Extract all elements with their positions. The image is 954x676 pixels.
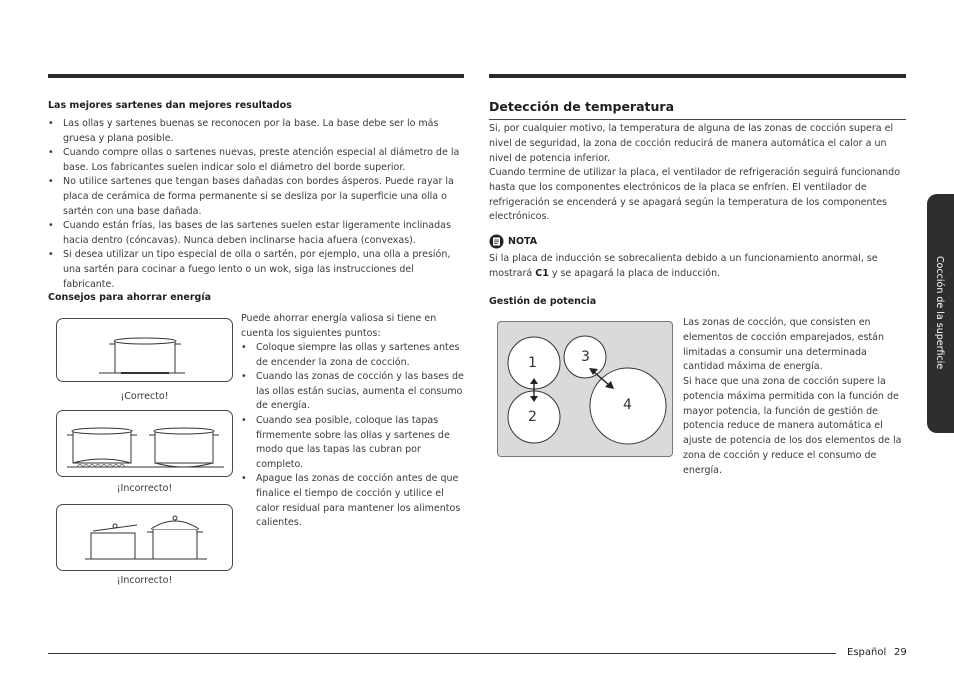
right-top-rule bbox=[489, 74, 906, 78]
caption-correct: ¡Correcto! bbox=[120, 391, 169, 402]
zone-2-label: 2 bbox=[528, 409, 537, 425]
temp-para-2: Cuando termine de utilizar la placa, el ventilador de refrigeración seguirá funcionando hasta que los componentes electrónicos de la placa se enfríen. El ventilador de refrigeración se encenderá y se apagará según la temperatura de los componentes electrónicos. bbox=[489, 167, 901, 223]
list-item: • Cuando sea posible, coloque las tapas firmemente sobre las ollas y sartenes de modo que las tapas las cubran por completo. bbox=[241, 414, 464, 472]
energy-intro: Puede ahorrar energía valiosa si tiene en cuenta los siguientes puntos: bbox=[241, 313, 437, 339]
list-item: • Cuando las zonas de cocción y las bases de las ollas están sucias, aumenta el consumo de energía. bbox=[241, 370, 464, 414]
caption-incorrect-1: ¡Incorrecto! bbox=[116, 483, 173, 494]
left-top-rule bbox=[48, 74, 464, 78]
list-item: • Coloque siempre las ollas y sartenes antes de encender la zona de cocción. bbox=[241, 341, 464, 370]
list-item: • Si desea utilizar un tipo especial de olla o sartén, por ejemplo, una olla a presión, una sartén para cocinar a fuego lento o un wok, siga las instrucciones del fabricante. bbox=[48, 248, 464, 292]
illustration-correct bbox=[56, 318, 233, 382]
list-item: • Cuando están frías, las bases de las sartenes suelen estar ligeramente inclinadas hacia dentro (cóncavas). Nunca deben inclinarse hacia afuera (convexas). bbox=[48, 219, 464, 248]
list-item: • Las ollas y sartenes buenas se reconocen por la base. La base debe ser lo más gruesa y plana posible. bbox=[48, 117, 464, 146]
zone-1-label: 1 bbox=[528, 355, 537, 371]
energy-bullet-list bbox=[241, 341, 464, 531]
pot-on-hob-icon bbox=[57, 319, 233, 382]
note-header bbox=[489, 234, 537, 249]
footer-language: Español bbox=[847, 647, 887, 658]
illustration-incorrect-bases bbox=[56, 410, 233, 477]
caption-incorrect-2: ¡Incorrecto! bbox=[116, 575, 173, 586]
note-text-before: Si la placa de inducción se sobrecalienta debido a un funcionamiento anormal, se mostrará bbox=[489, 253, 878, 279]
cooktop-zones-diagram bbox=[497, 321, 673, 457]
heading-underline bbox=[489, 119, 906, 120]
section-title-energy: Consejos para ahorrar energía bbox=[48, 292, 211, 303]
note-label: NOTA bbox=[508, 236, 538, 247]
note-text-after: y se apagará la placa de inducción. bbox=[548, 267, 721, 279]
pots-with-lids-icon bbox=[57, 505, 233, 571]
error-code: C1 bbox=[535, 267, 549, 279]
page-number: 29 bbox=[894, 647, 907, 658]
heading-temperature: Detección de temperatura bbox=[489, 99, 675, 114]
zone-3-label: 3 bbox=[581, 349, 590, 365]
side-tab-label: Cocción de la superficie bbox=[934, 256, 945, 370]
zone-4-label: 4 bbox=[623, 397, 632, 413]
section-title-pans: Las mejores sartenes dan mejores resultados bbox=[48, 100, 292, 111]
illustration-incorrect-lids bbox=[56, 504, 233, 571]
section-title-power: Gestión de potencia bbox=[489, 296, 597, 307]
pans-bullet-list bbox=[48, 117, 464, 292]
list-item: • Cuando compre ollas o sartenes nuevas, preste atención especial al diámetro de la base. Los fabricantes suelen indicar solo el diámetro del borde superior. bbox=[48, 146, 464, 175]
footer-rule bbox=[48, 653, 836, 654]
note-text bbox=[489, 252, 906, 282]
power-para-1: Las zonas de cocción, que consisten en elementos de cocción emparejados, están limitadas a consumir una determinada cantidad máxima de energía. bbox=[683, 317, 884, 373]
deformed-pots-icon bbox=[57, 411, 233, 477]
zones-icon bbox=[498, 322, 674, 458]
list-item: • No utilice sartenes que tengan bases dañadas con bordes ásperos. Puede rayar la placa de cerámica de forma permanente si se desliza por la superficie una olla o sartén con una base dañada. bbox=[48, 175, 464, 219]
list-item: • Apague las zonas de cocción antes de que finalice el tiempo de cocción y utilice el calor residual para mantener los alimentos calientes. bbox=[241, 472, 464, 530]
chapter-side-tab bbox=[927, 194, 954, 433]
temp-para-1: Si, por cualquier motivo, la temperatura de alguna de las zonas de cocción supera el nivel de seguridad, la zona de cocción reducirá de manera automática el calor a un nivel de potencia inferior. bbox=[489, 123, 894, 164]
power-para-2: Si hace que una zona de cocción supere la potencia máxima permitida con la función de mayor potencia, la función de gestión de potencia reduce de manera automática el ajuste de potencia de los dos elementos de la zona de cocción y reduce el consumo de energía. bbox=[683, 376, 902, 476]
note-icon bbox=[489, 234, 504, 249]
